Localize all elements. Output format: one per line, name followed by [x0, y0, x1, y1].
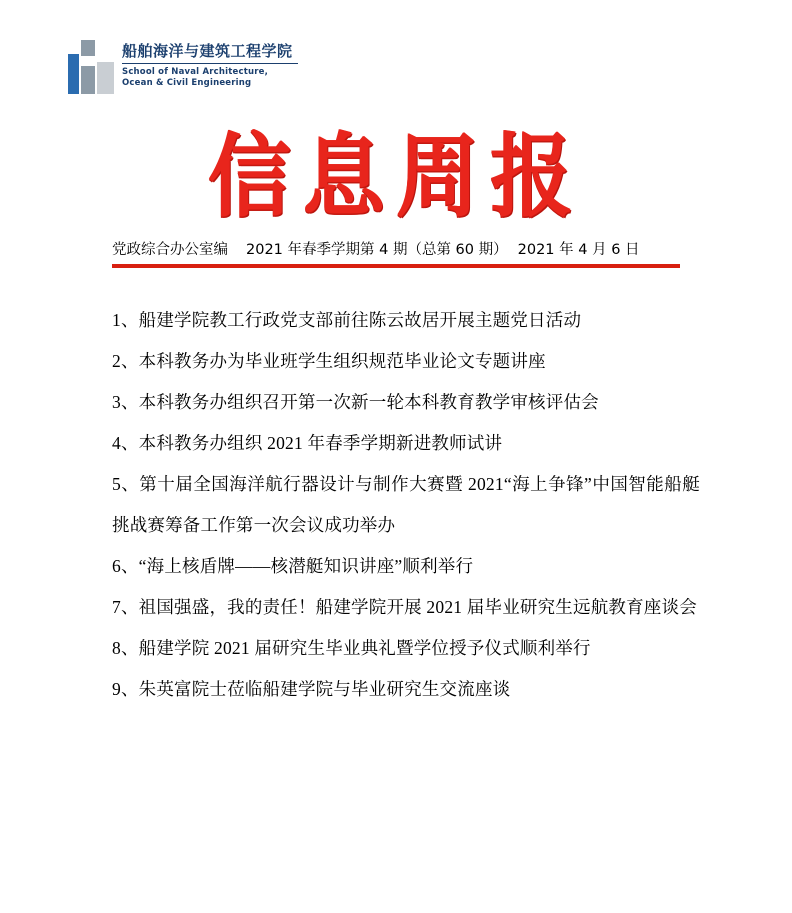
list-item: 7、祖国强盛，我的责任！船建学院开展 2021 届毕业研究生远航教育座谈会	[112, 597, 697, 617]
logo-divider	[122, 63, 298, 64]
list-item: 9、朱英富院士莅临船建学院与毕业研究生交流座谈	[112, 679, 511, 699]
list-item: 4、本科教务办组织 2021 年春季学期新进教师试讲	[112, 433, 503, 453]
college-logo-icon	[68, 40, 114, 94]
header-divider	[112, 264, 680, 268]
issue-editor: 党政综合办公室编	[112, 242, 228, 258]
list-item: 3、本科教务办组织召开第一次新一轮本科教育教学审核评估会	[112, 392, 599, 412]
list-item: 8、船建学院 2021 届研究生毕业典礼暨学位授予仪式顺利举行	[112, 638, 591, 658]
issue-info	[112, 238, 680, 259]
masthead	[0, 125, 792, 230]
list-item: 2、本科教务办为毕业班学生组织规范毕业论文专题讲座	[112, 351, 546, 371]
list-item: 1、船建学院教工行政党支部前往陈云故居开展主题党日活动	[112, 310, 582, 330]
issue-term: 2021 年春季学期第 4 期（总第 60 期）	[246, 242, 508, 258]
college-name-en-line1: School of Naval Architecture,	[122, 67, 269, 77]
list-item: 6、“海上核盾牌——核潜艇知识讲座”顺利举行	[112, 556, 474, 576]
college-logo	[68, 40, 298, 94]
contents-list	[112, 300, 700, 710]
college-logo-text	[122, 40, 298, 89]
college-name-cn: 船舶海洋与建筑工程学院	[122, 42, 293, 60]
publication-title: 信息周报	[207, 125, 584, 230]
college-name-en-line2: Ocean & Civil Engineering	[122, 78, 252, 88]
list-item: 5、第十届全国海洋航行器设计与制作大赛暨 2021“海上争锋”中国智能船艇挑战赛筹备工作第一次会议成功举办	[112, 474, 700, 535]
issue-date: 2021 年 4 月 6 日	[517, 242, 640, 258]
